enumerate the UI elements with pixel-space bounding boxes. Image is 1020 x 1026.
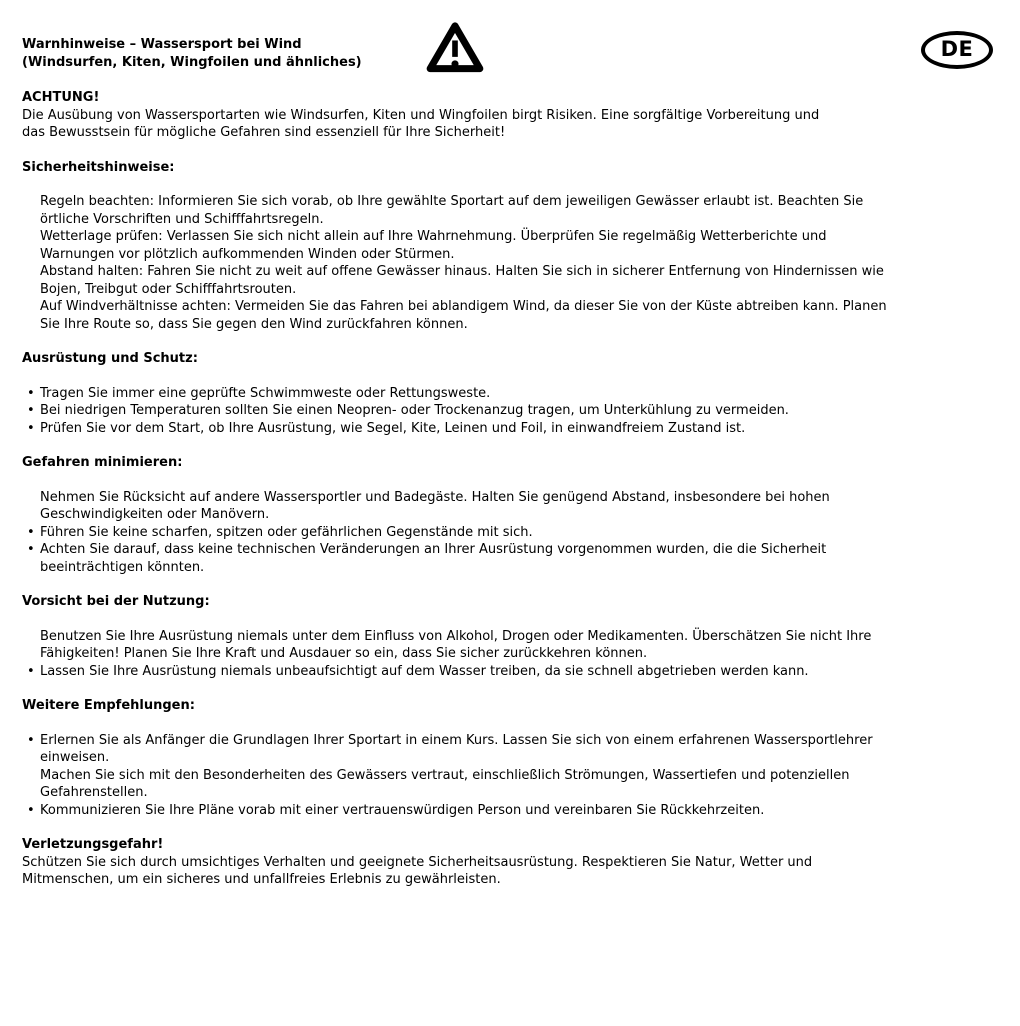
list-item <box>40 402 990 420</box>
text-line: Geschwindigkeiten oder Manövern. <box>40 507 270 522</box>
gefahren-intro-paragraph <box>40 489 990 524</box>
list-item <box>40 802 990 820</box>
list-item <box>40 732 990 802</box>
gefahren-list <box>22 524 990 577</box>
text-line: Warnungen vor plötzlich aufkommenden Winden oder Stürmen. <box>40 246 455 262</box>
language-badge-label: DE <box>940 37 974 62</box>
section-heading-sicherheitshinweise: Sicherheitshinweise: <box>22 159 175 175</box>
text-line: Machen Sie sich mit den Besonderheiten des Gewässers vertraut, einschließlich Strömungen, Wassertiefen und potenziellen <box>40 767 850 783</box>
text-line: Regeln beachten: Informieren Sie sich vorab, ob Ihre gewählte Sportart auf dem jeweiligen Gewässer erlaubt ist. Beachten Sie <box>40 194 864 209</box>
text-line: • Achten Sie darauf, dass keine technischen Veränderungen an Ihrer Ausrüstung vorgenommen wurden, die die Sicherheit <box>40 542 827 557</box>
list-item <box>40 385 990 403</box>
warning-triangle-icon <box>425 18 485 77</box>
section-sicherheitshinweise <box>22 159 990 334</box>
page-title <box>22 36 990 72</box>
text-line: • Bei niedrigen Temperaturen sollten Sie einen Neopren- oder Trockenanzug tragen, um Unterkühlung zu vermeiden. <box>40 403 789 418</box>
section-gefahren <box>22 454 990 576</box>
section-ausruestung <box>22 350 990 437</box>
language-badge <box>921 31 993 69</box>
text-line: örtliche Vorschriften und Schifffahrtsregeln. <box>40 211 324 227</box>
text-line: Benutzen Sie Ihre Ausrüstung niemals unter dem Einfluss von Alkohol, Drogen oder Medikamenten. Überschätzen Sie nicht Ihre <box>40 628 872 644</box>
section-heading-weitere-empfehlungen: Weitere Empfehlungen: <box>22 698 195 713</box>
section-heading-gefahren: Gefahren minimieren: <box>22 455 183 470</box>
sicherheitshinweise-items <box>40 193 990 333</box>
section-heading-ausruestung: Ausrüstung und Schutz: <box>22 351 198 366</box>
verletzungsgefahr-paragraph <box>22 854 990 889</box>
text-line: • Prüfen Sie vor dem Start, ob Ihre Ausrüstung, wie Segel, Kite, Leinen und Foil, in einwandfreiem Zustand ist. <box>40 420 746 436</box>
page-title-line-1: Warnhinweise – Wassersport bei Wind <box>22 37 302 52</box>
safety-item-regeln <box>40 193 990 228</box>
ausruestung-list <box>22 385 990 438</box>
document-header <box>22 36 990 72</box>
section-heading-achtung: ACHTUNG! <box>22 90 100 105</box>
section-heading-vorsicht: Vorsicht bei der Nutzung: <box>22 594 210 609</box>
section-vorsicht <box>22 593 990 680</box>
text-line: beeinträchtigen könnten. <box>40 559 205 575</box>
text-line: • Führen Sie keine scharfen, spitzen oder gefährlichen Gegenstände mit sich. <box>40 524 533 540</box>
achtung-paragraph <box>22 107 990 142</box>
text-line: Nehmen Sie Rücksicht auf andere Wassersportler und Badegäste. Halten Sie genügend Abstand, insbesondere bei hohen <box>40 489 830 505</box>
text-line: Fähigkeiten! Planen Sie Ihre Kraft und Ausdauer so ein, dass Sie sicher zurückkehren können. <box>40 646 648 661</box>
text-line: einweisen. <box>40 750 110 765</box>
text-line: Abstand halten: Fahren Sie nicht zu weit auf offene Gewässer hinaus. Halten Sie sich in sicherer Entfernung von Hindernissen wie <box>40 264 884 279</box>
text-line: • Kommunizieren Sie Ihre Pläne vorab mit einer vertrauenswürdigen Person und vereinbaren Sie Rückkehrzeiten. <box>40 802 765 818</box>
section-heading-verletzungsgefahr: Verletzungsgefahr! <box>22 837 164 852</box>
text-line: Bojen, Treibgut oder Schifffahrtsrouten. <box>40 281 297 297</box>
section-verletzungsgefahr <box>22 836 990 889</box>
section-weitere-empfehlungen <box>22 697 990 819</box>
safety-item-wetterlage <box>40 228 990 263</box>
page-title-line-2: (Windsurfen, Kiten, Wingfoilen und ähnliches) <box>22 55 362 70</box>
list-item <box>40 420 990 438</box>
text-line: das Bewusstsein für mögliche Gefahren sind essenziell für Ihre Sicherheit! <box>22 125 506 140</box>
safety-item-abstand <box>40 263 990 298</box>
text-line: Sie Ihre Route so, dass Sie gegen den Wind zurückfahren können. <box>40 316 468 332</box>
text-line: Mitmenschen, um ein sicheres und unfallfreies Erlebnis zu gewährleisten. <box>22 872 501 887</box>
safety-item-windverhaeltnisse <box>40 298 990 333</box>
text-line: Schützen Sie sich durch umsichtiges Verhalten und geeignete Sicherheitsausrüstung. Respektieren Sie Natur, Wetter und <box>22 854 813 870</box>
vorsicht-list <box>22 663 990 681</box>
text-line: Auf Windverhältnisse achten: Vermeiden Sie das Fahren bei ablandigem Wind, da dieser Sie von der Küste abtreiben kann. Planen <box>40 299 887 314</box>
list-item <box>40 524 990 542</box>
text-line: Gefahrenstellen. <box>40 785 148 800</box>
section-achtung <box>22 89 990 142</box>
text-line: • Lassen Sie Ihre Ausrüstung niemals unbeaufsichtigt auf dem Wasser treiben, da sie schnell abgetrieben werden kann. <box>40 663 809 679</box>
list-item <box>40 541 990 576</box>
text-line: Die Ausübung von Wassersportarten wie Windsurfen, Kiten und Wingfoilen birgt Risiken. Eine sorgfältige Vorbereitung und <box>22 107 820 123</box>
list-item <box>40 663 990 681</box>
text-line: Wetterlage prüfen: Verlassen Sie sich nicht allein auf Ihre Wahrnehmung. Überprüfen Sie regelmäßig Wetterberichte und <box>40 229 827 244</box>
text-line: • Erlernen Sie als Anfänger die Grundlagen Ihrer Sportart in einem Kurs. Lassen Sie sich von einem erfahrenen Wassersportlehrer <box>40 732 873 748</box>
weitere-empfehlungen-list <box>22 732 990 820</box>
vorsicht-intro-paragraph <box>40 628 990 663</box>
text-line: • Tragen Sie immer eine geprüfte Schwimmweste oder Rettungsweste. <box>40 385 491 401</box>
